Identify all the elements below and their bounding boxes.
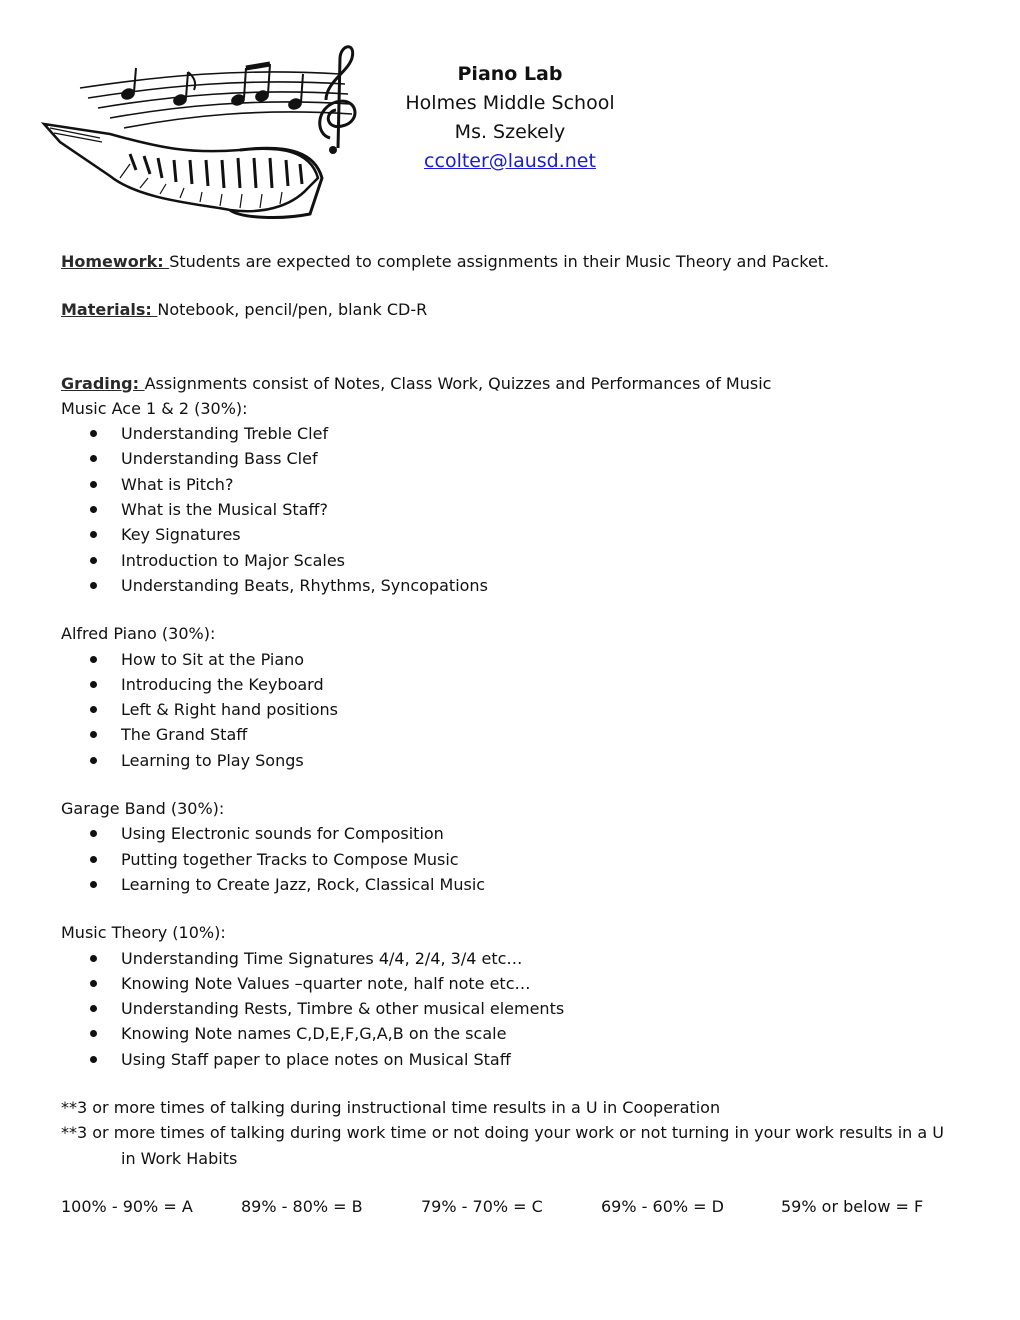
grade-range: 89% - 80% = B <box>241 1196 363 1216</box>
list-item: Learning to Play Songs <box>61 748 961 773</box>
grade-range: 59% or below = F <box>781 1196 924 1216</box>
homework-label: Homework: <box>61 252 170 271</box>
list-item: Using Staff paper to place notes on Musical Staff <box>61 1047 961 1072</box>
list-item: Using Electronic sounds for Composition <box>61 821 961 846</box>
school-name: Holmes Middle School <box>405 92 615 114</box>
syllabus-body <box>61 249 961 1219</box>
section-heading: Music Theory (10%): <box>61 923 226 943</box>
homework-text: Students are expected to complete assignments in their Music Theory and Packet. <box>169 252 830 271</box>
section-heading: Alfred Piano (30%): <box>61 624 216 644</box>
teacher-name: Ms. Szekely <box>454 121 566 143</box>
list-item: Understanding Beats, Rhythms, Syncopations <box>61 573 961 598</box>
grade-range: 69% - 60% = D <box>601 1196 724 1216</box>
materials-label: Materials: <box>61 300 158 320</box>
grading-label: Grading: <box>61 373 145 393</box>
behavior-note: **3 or more times of talking during work time or not doing your work or not turning in your work results in a U in Work Habits <box>61 1123 944 1168</box>
list-item: Understanding Rests, Timbre & other musical elements <box>61 996 961 1021</box>
grade-range: 79% - 70% = C <box>421 1196 543 1216</box>
behavior-note: **3 or more times of talking during instructional time results in a U in Cooperation <box>61 1098 721 1118</box>
list-item: Left & Right hand positions <box>61 697 961 722</box>
list-item: Knowing Note names C,D,E,F,G,A,B on the scale <box>61 1021 961 1046</box>
list-item: Understanding Bass Clef <box>61 446 961 471</box>
materials-paragraph <box>61 297 961 322</box>
list-item: Putting together Tracks to Compose Music <box>61 847 961 872</box>
homework-paragraph <box>61 249 961 274</box>
list-item: What is the Musical Staff? <box>61 497 961 522</box>
list-item: Learning to Create Jazz, Rock, Classical Music <box>61 872 961 897</box>
bullet-list <box>61 946 961 1072</box>
list-item: The Grand Staff <box>61 722 961 747</box>
list-item: Understanding Time Signatures 4/4, 2/4, 3/4 etc… <box>61 946 961 971</box>
document-header <box>380 60 640 176</box>
section-heading: Music Ace 1 & 2 (30%): <box>61 398 248 418</box>
teacher-email-link[interactable]: ccolter@lausd.net <box>424 150 596 172</box>
list-item: Knowing Note Values –quarter note, half note etc… <box>61 971 961 996</box>
course-title: Piano Lab <box>457 63 563 85</box>
list-item: Introducing the Keyboard <box>61 672 961 697</box>
bullet-list <box>61 421 961 598</box>
grading-text: Assignments consist of Notes, Class Work, Quizzes and Performances of Music <box>144 373 772 393</box>
list-item: What is Pitch? <box>61 472 961 497</box>
list-item: Introduction to Major Scales <box>61 548 961 573</box>
list-item: Key Signatures <box>61 522 961 547</box>
list-item: Understanding Treble Clef <box>61 421 961 446</box>
piano-music-logo <box>40 38 370 220</box>
grading-paragraph <box>61 371 961 396</box>
bullet-list <box>61 647 961 773</box>
grade-scale <box>61 1194 961 1219</box>
list-item: How to Sit at the Piano <box>61 647 961 672</box>
grade-range: 100% - 90% = A <box>61 1196 193 1216</box>
bullet-list <box>61 821 961 897</box>
materials-text: Notebook, pencil/pen, blank CD-R <box>157 300 428 320</box>
section-heading: Garage Band (30%): <box>61 799 225 819</box>
